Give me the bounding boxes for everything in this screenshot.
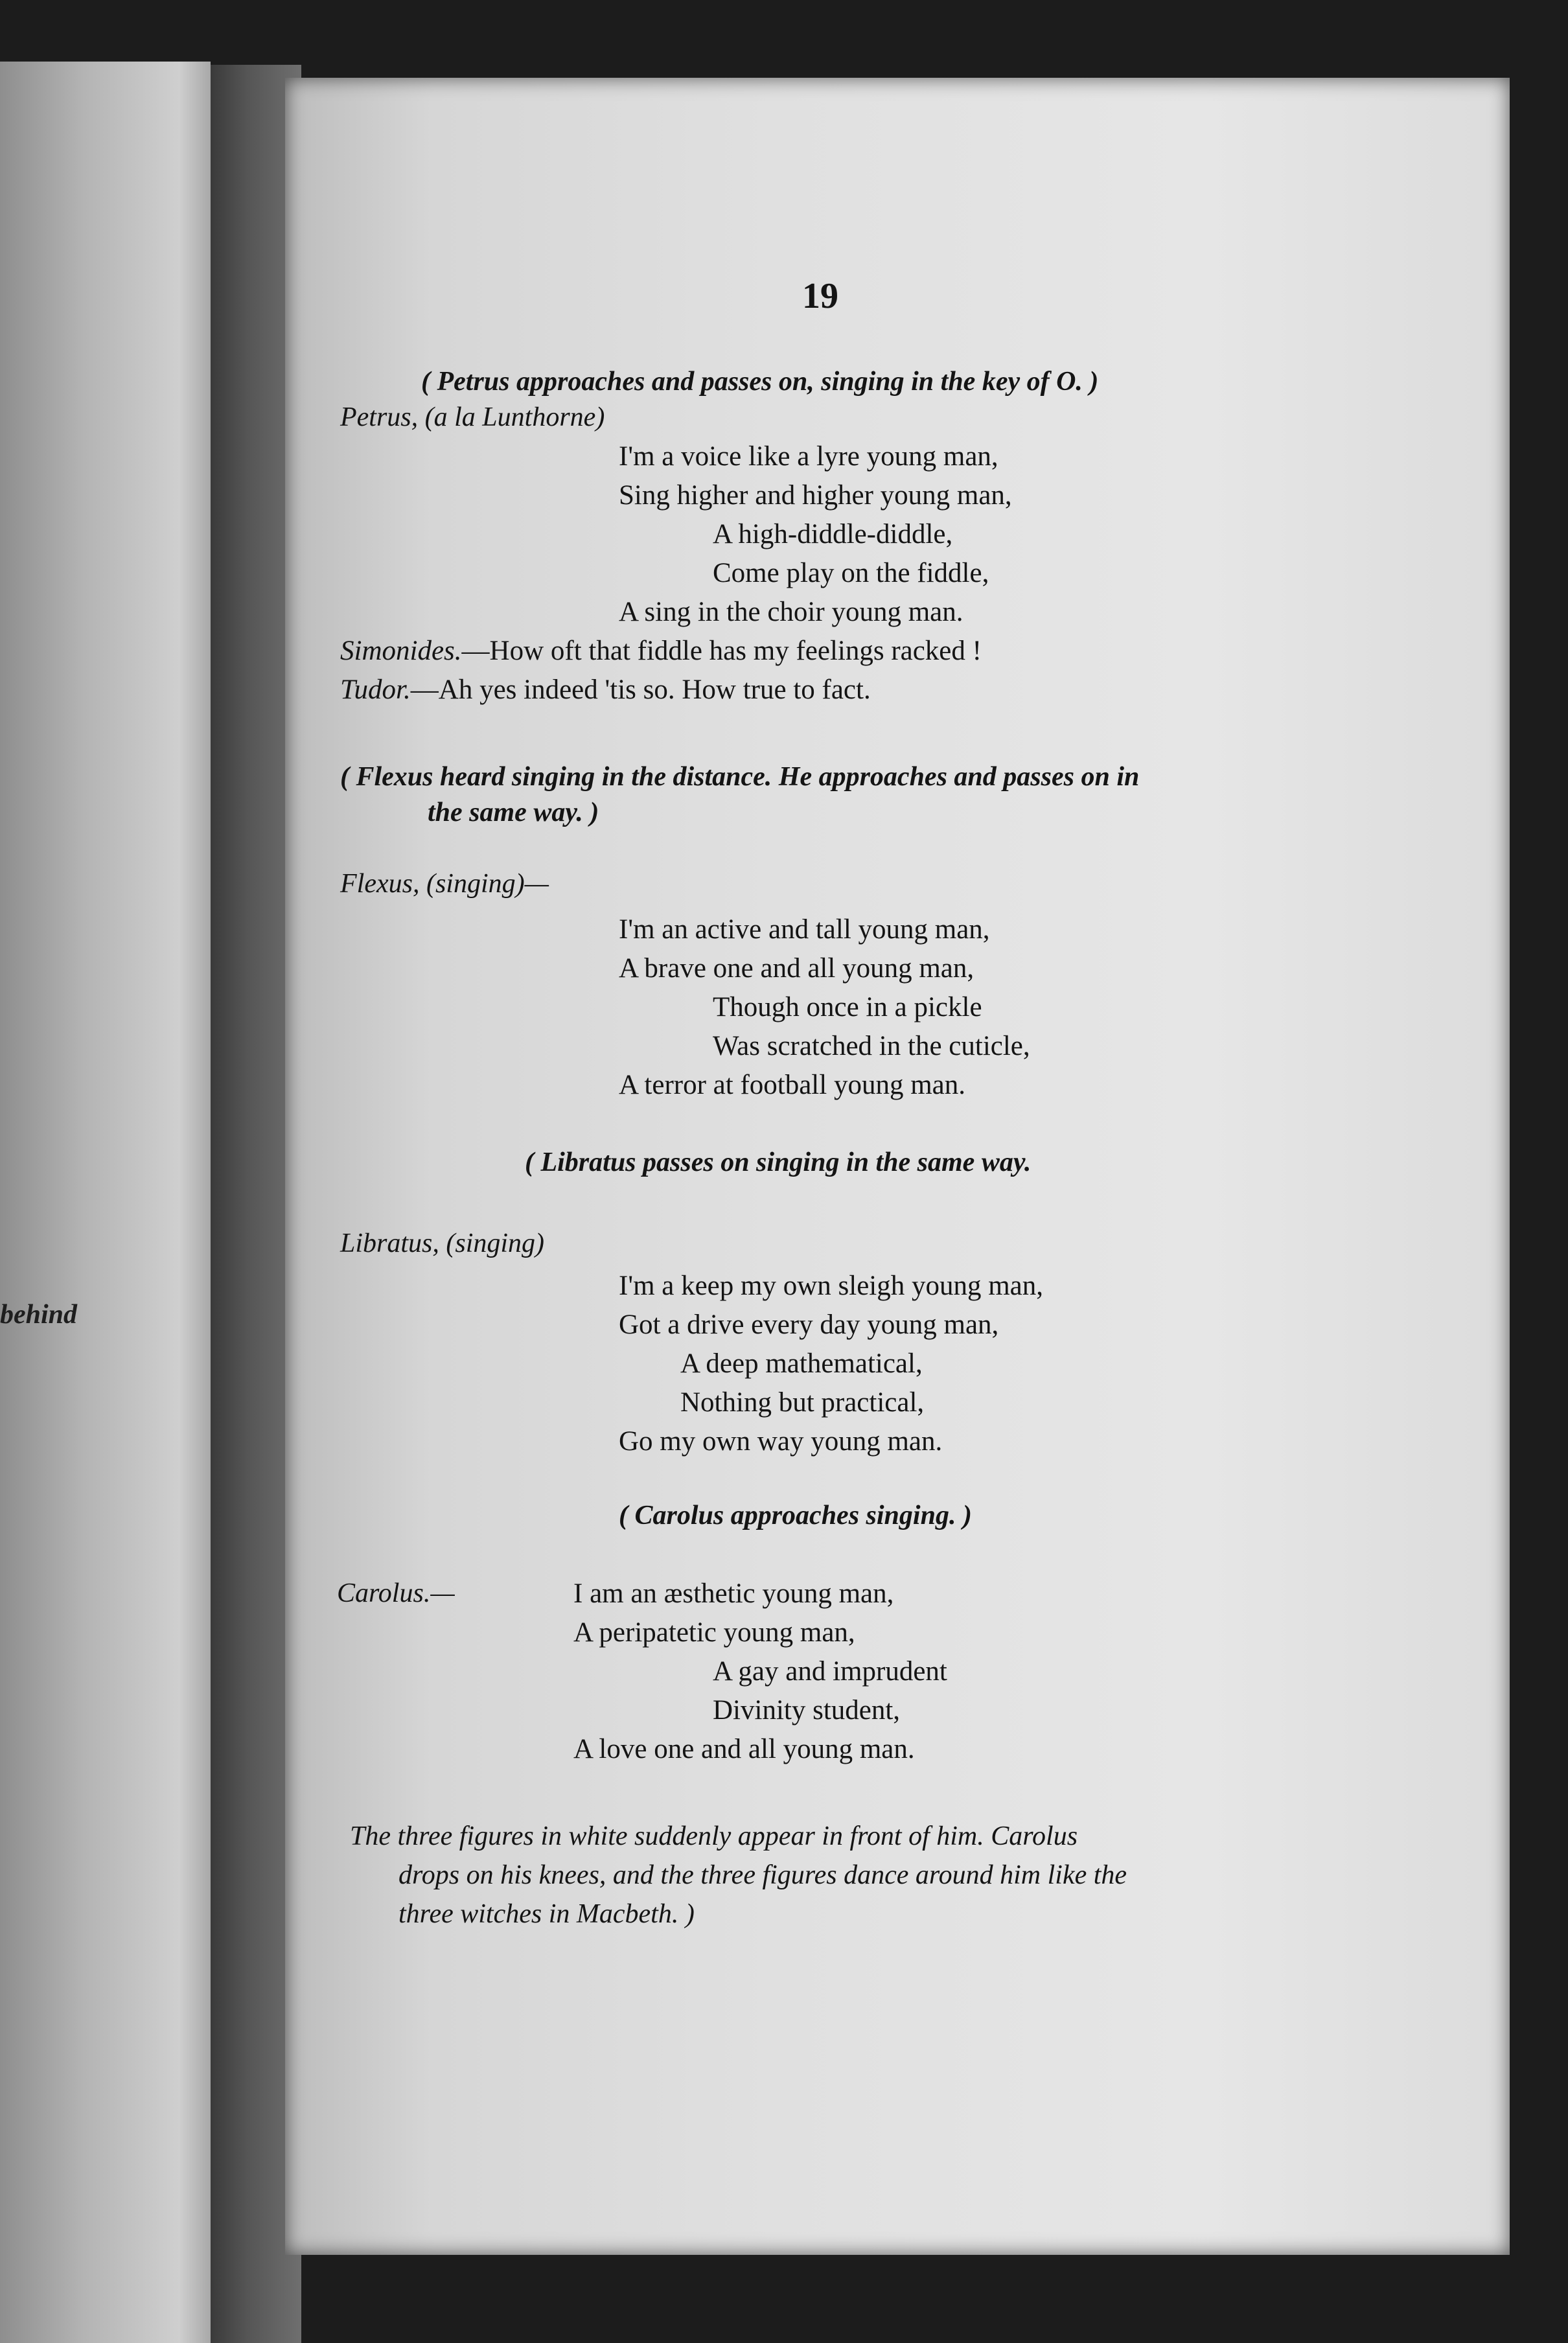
verse-line: A peripatetic young man, bbox=[573, 1617, 855, 1648]
verse-line: Go my own way young man. bbox=[619, 1426, 943, 1457]
verse-line: A love one and all young man. bbox=[573, 1734, 915, 1764]
left-page-fragment bbox=[0, 62, 211, 2343]
verse-line: Nothing but practical, bbox=[680, 1387, 925, 1418]
verse-line: Was scratched in the cuticle, bbox=[713, 1031, 1030, 1061]
speaker-petrus: Petrus, (a la Lunthorne) bbox=[340, 402, 605, 432]
verse-line: I'm an active and tall young man, bbox=[619, 914, 990, 945]
speaker-libratus: Libratus, (singing) bbox=[340, 1229, 545, 1258]
verse-line: Come play on the fiddle, bbox=[713, 558, 989, 588]
stage-direction-libratus: ( Libratus passes on singing in the same way. bbox=[525, 1148, 1032, 1177]
verse-line: I am an æsthetic young man, bbox=[573, 1578, 894, 1609]
verse-line: Got a drive every day young man, bbox=[619, 1310, 999, 1340]
dialogue-line-tudor bbox=[340, 674, 871, 706]
stage-direction-flexus-cont: the same way. ) bbox=[428, 798, 599, 827]
verse-line: Divinity student, bbox=[713, 1695, 901, 1726]
verse-line: A brave one and all young man, bbox=[619, 953, 974, 984]
speaker-tudor: Tudor. bbox=[340, 675, 411, 705]
verse-line: A deep mathematical, bbox=[680, 1348, 923, 1379]
closing-direction-line: The three figures in white suddenly appear in front of him. Carolus bbox=[350, 1821, 1078, 1851]
verse-line: I'm a keep my own sleigh young man, bbox=[619, 1271, 1044, 1301]
stage-direction-flexus: ( Flexus heard singing in the distance. He approaches and passes on in bbox=[340, 762, 1140, 792]
dialogue-line-simonides bbox=[340, 635, 982, 667]
verse-line: A high-diddle-diddle, bbox=[713, 519, 953, 549]
stage-direction-petrus: ( Petrus approaches and passes on, singing in the key of O. ) bbox=[421, 367, 1099, 397]
closing-direction-line: three witches in Macbeth. ) bbox=[398, 1899, 695, 1929]
verse-line: A gay and imprudent bbox=[713, 1656, 947, 1687]
verse-line: I'm a voice like a lyre young man, bbox=[619, 441, 998, 472]
stage-direction-carolus: ( Carolus approaches singing. ) bbox=[619, 1501, 972, 1530]
speaker-flexus: Flexus, (singing)— bbox=[340, 869, 549, 899]
verse-line: Sing higher and higher young man, bbox=[619, 480, 1012, 511]
verse-line: A sing in the choir young man. bbox=[619, 597, 963, 627]
verse-line: Though once in a pickle bbox=[713, 992, 982, 1022]
left-page-text: behind bbox=[0, 1300, 78, 1330]
closing-direction-line: drops on his knees, and the three figures dance around him like the bbox=[398, 1860, 1127, 1890]
dialogue-text: —Ah yes indeed 'tis so. How true to fact. bbox=[410, 675, 871, 705]
verse-line: A terror at football young man. bbox=[619, 1070, 965, 1100]
page-number: 19 bbox=[802, 276, 838, 316]
dialogue-text: —How oft that fiddle has my feelings racked ! bbox=[461, 636, 982, 666]
speaker-carolus: Carolus.— bbox=[337, 1578, 455, 1608]
book-page bbox=[285, 78, 1510, 2255]
speaker-simonides: Simonides. bbox=[340, 636, 462, 666]
